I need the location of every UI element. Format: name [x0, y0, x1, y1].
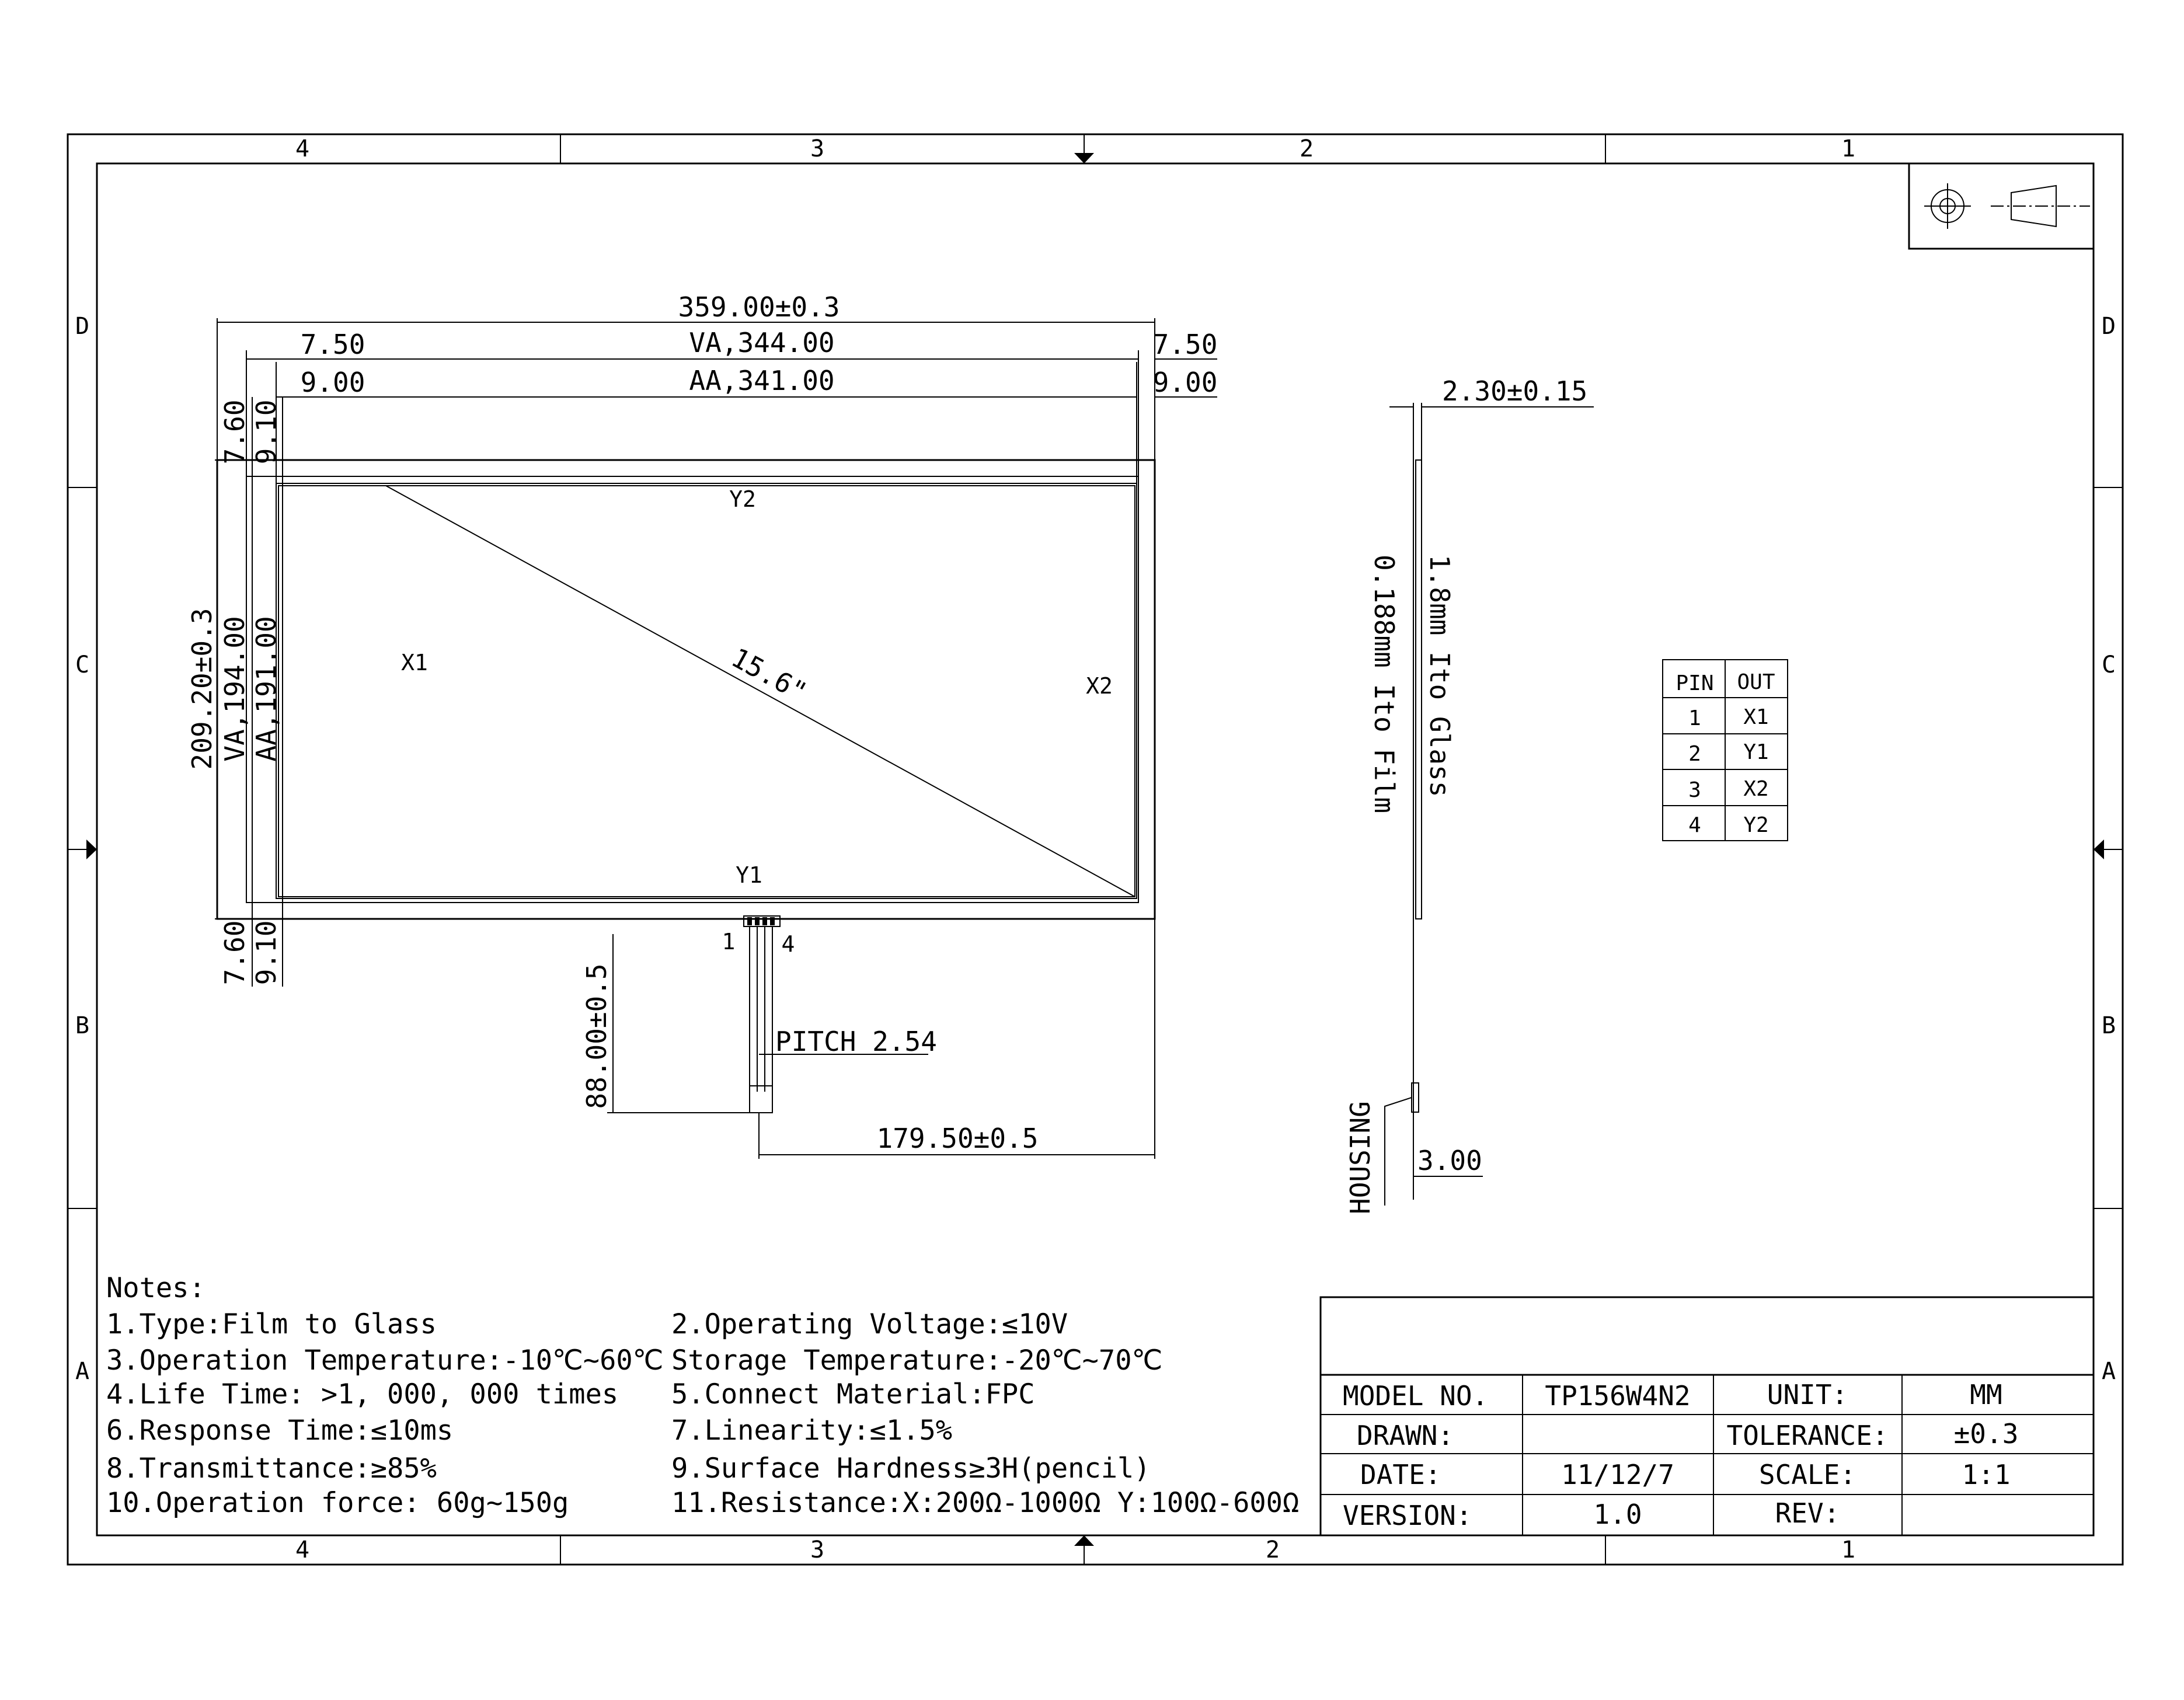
dim-right-va-margin: 7.50: [1152, 329, 1218, 360]
side-glass-layer: [1416, 460, 1422, 919]
label-x1: X1: [401, 650, 428, 675]
title-model-label: MODEL NO.: [1343, 1380, 1489, 1412]
pin-table-row-2-out: Y1: [1743, 740, 1769, 764]
dim-aa-width: AA,341.00: [689, 365, 835, 396]
pin-table-row-3-pin: 3: [1688, 778, 1701, 802]
zone-row-left-A: A: [75, 1358, 90, 1385]
dim-bottom-va-margin: 7.60: [219, 920, 250, 985]
fpc-end-stiffener: [750, 1086, 772, 1113]
label-pin-last: 4: [781, 931, 795, 957]
panel-outline: [217, 460, 1155, 919]
center-arrow-top-icon: [1074, 153, 1094, 163]
label-housing: HOUSING: [1344, 1101, 1376, 1214]
dim-top-aa-margin: 9.10: [250, 399, 282, 465]
active-area-outline: [276, 483, 1137, 898]
zone-row-left-C: C: [75, 652, 90, 678]
center-arrow-left-icon: [86, 839, 97, 859]
pin-table-row-2-pin: 2: [1688, 742, 1701, 766]
dim-overall-height: 209.20±0.3: [186, 608, 218, 770]
note-left-1: 1.Type:Film to Glass: [106, 1308, 437, 1340]
dim-right-aa-margin: 9.00: [1152, 367, 1218, 398]
note-right-6: 11.Resistance:X:200Ω-1000Ω Y:100Ω-600Ω: [671, 1487, 1300, 1519]
note-right-3: 5.Connect Material:FPC: [671, 1378, 1035, 1410]
title-date-label: DATE:: [1360, 1459, 1441, 1490]
note-left-6: 10.Operation force: 60g~150g: [106, 1487, 569, 1519]
pin-table-header-pin: PIN: [1676, 671, 1714, 695]
pin-table: [1663, 660, 1788, 841]
zone-col-top-4: 4: [295, 135, 310, 162]
center-arrow-right-icon: [2094, 839, 2104, 859]
pin-table-row-3-out: X2: [1743, 777, 1769, 801]
zone-col-top-1: 1: [1841, 135, 1856, 162]
dim-va-width: VA,344.00: [689, 327, 835, 358]
pin-table-row-4-pin: 4: [1688, 813, 1701, 837]
side-housing-clip: [1412, 1083, 1419, 1112]
center-arrow-bottom-icon: [1074, 1535, 1094, 1546]
note-left-3: 4.Life Time: >1, 000, 000 times: [106, 1378, 619, 1410]
zone-col-bottom-4: 4: [295, 1537, 310, 1563]
label-pin-first: 1: [722, 929, 736, 954]
title-model-value: TP156W4N2: [1545, 1380, 1691, 1412]
label-x2: X2: [1086, 673, 1113, 699]
title-date-value: 11/12/7: [1561, 1459, 1674, 1490]
note-right-1: 2.Operating Voltage:≤10V: [671, 1308, 1068, 1340]
title-block: [1321, 1297, 2094, 1535]
dim-aa-height: AA,191.00: [250, 616, 282, 762]
pin-table-row-1-out: X1: [1743, 705, 1769, 729]
label-ito-film: 0.188mm Ito Film: [1368, 555, 1400, 814]
active-area-inner: [278, 486, 1135, 897]
title-tolerance-value: ±0.3: [1953, 1418, 2019, 1450]
notes-heading: Notes:: [106, 1272, 205, 1304]
dim-tail-length: 88.00±0.5: [581, 963, 612, 1109]
title-tolerance-label: TOLERANCE:: [1726, 1420, 1889, 1451]
note-right-2: Storage Temperature:-20℃~70℃: [671, 1344, 1163, 1377]
note-right-4: 7.Linearity:≤1.5%: [671, 1415, 953, 1447]
dim-top-va-margin: 7.60: [219, 399, 250, 465]
label-y1: Y1: [736, 862, 762, 888]
title-drawn-label: DRAWN:: [1357, 1420, 1454, 1451]
zone-col-top-2: 2: [1299, 135, 1314, 162]
title-unit-label: UNIT:: [1767, 1379, 1848, 1410]
zone-col-bottom-3: 3: [810, 1537, 825, 1563]
zone-col-bottom-1: 1: [1841, 1537, 1856, 1563]
side-view: [1344, 375, 1594, 1214]
zone-row-left-D: D: [75, 313, 90, 340]
dim-pitch: PITCH 2.54: [775, 1026, 937, 1057]
diagonal-line: [386, 486, 1135, 897]
title-scale-label: SCALE:: [1758, 1459, 1856, 1490]
dim-overall-width: 359.00±0.3: [678, 291, 840, 323]
title-scale-value: 1:1: [1962, 1459, 2011, 1490]
view-area-outline: [246, 476, 1138, 903]
title-version-label: VERSION:: [1343, 1500, 1472, 1531]
zone-row-right-C: C: [2101, 652, 2116, 678]
note-left-2: 3.Operation Temperature:-10℃~60℃: [106, 1344, 664, 1377]
front-dimensions: [186, 291, 1217, 1159]
title-version-value: 1.0: [1593, 1499, 1642, 1530]
projection-symbol: [1909, 163, 2094, 249]
dim-left-aa-margin: 9.00: [300, 367, 365, 398]
dim-thickness: 2.30±0.15: [1442, 375, 1588, 407]
zone-row-left-B: B: [75, 1012, 90, 1039]
panel-front-view: [217, 460, 1155, 1113]
dim-va-height: VA,194.00: [219, 616, 250, 762]
zone-col-bottom-2: 2: [1265, 1537, 1280, 1563]
fpc-tail: [722, 916, 795, 1113]
label-ito-glass: 1.8mm Ito Glass: [1424, 555, 1455, 797]
dim-tail-offset: 179.50±0.5: [876, 1123, 1039, 1154]
note-right-5: 9.Surface Hardness≥3H(pencil): [671, 1452, 1151, 1485]
pin-table-row-4-out: Y2: [1743, 813, 1769, 837]
zone-row-right-B: B: [2101, 1012, 2116, 1039]
label-y2: Y2: [729, 486, 756, 512]
zone-row-right-D: D: [2101, 313, 2116, 340]
note-left-4: 6.Response Time:≤10ms: [106, 1415, 454, 1447]
zone-col-top-3: 3: [810, 135, 825, 162]
title-rev-label: REV:: [1775, 1497, 1840, 1529]
label-diagonal: 15.6": [726, 642, 813, 708]
dim-housing-width: 3.00: [1417, 1145, 1482, 1176]
zone-row-right-A: A: [2101, 1358, 2116, 1385]
note-left-5: 8.Transmittance:≥85%: [106, 1452, 437, 1485]
notes-block: [106, 1272, 1299, 1519]
dim-left-va-margin: 7.50: [300, 329, 365, 360]
title-unit-value: MM: [1970, 1379, 2002, 1410]
pin-table-header-out: OUT: [1737, 670, 1775, 694]
dim-bottom-aa-margin: 9.10: [250, 920, 282, 985]
pin-table-row-1-pin: 1: [1688, 706, 1701, 730]
